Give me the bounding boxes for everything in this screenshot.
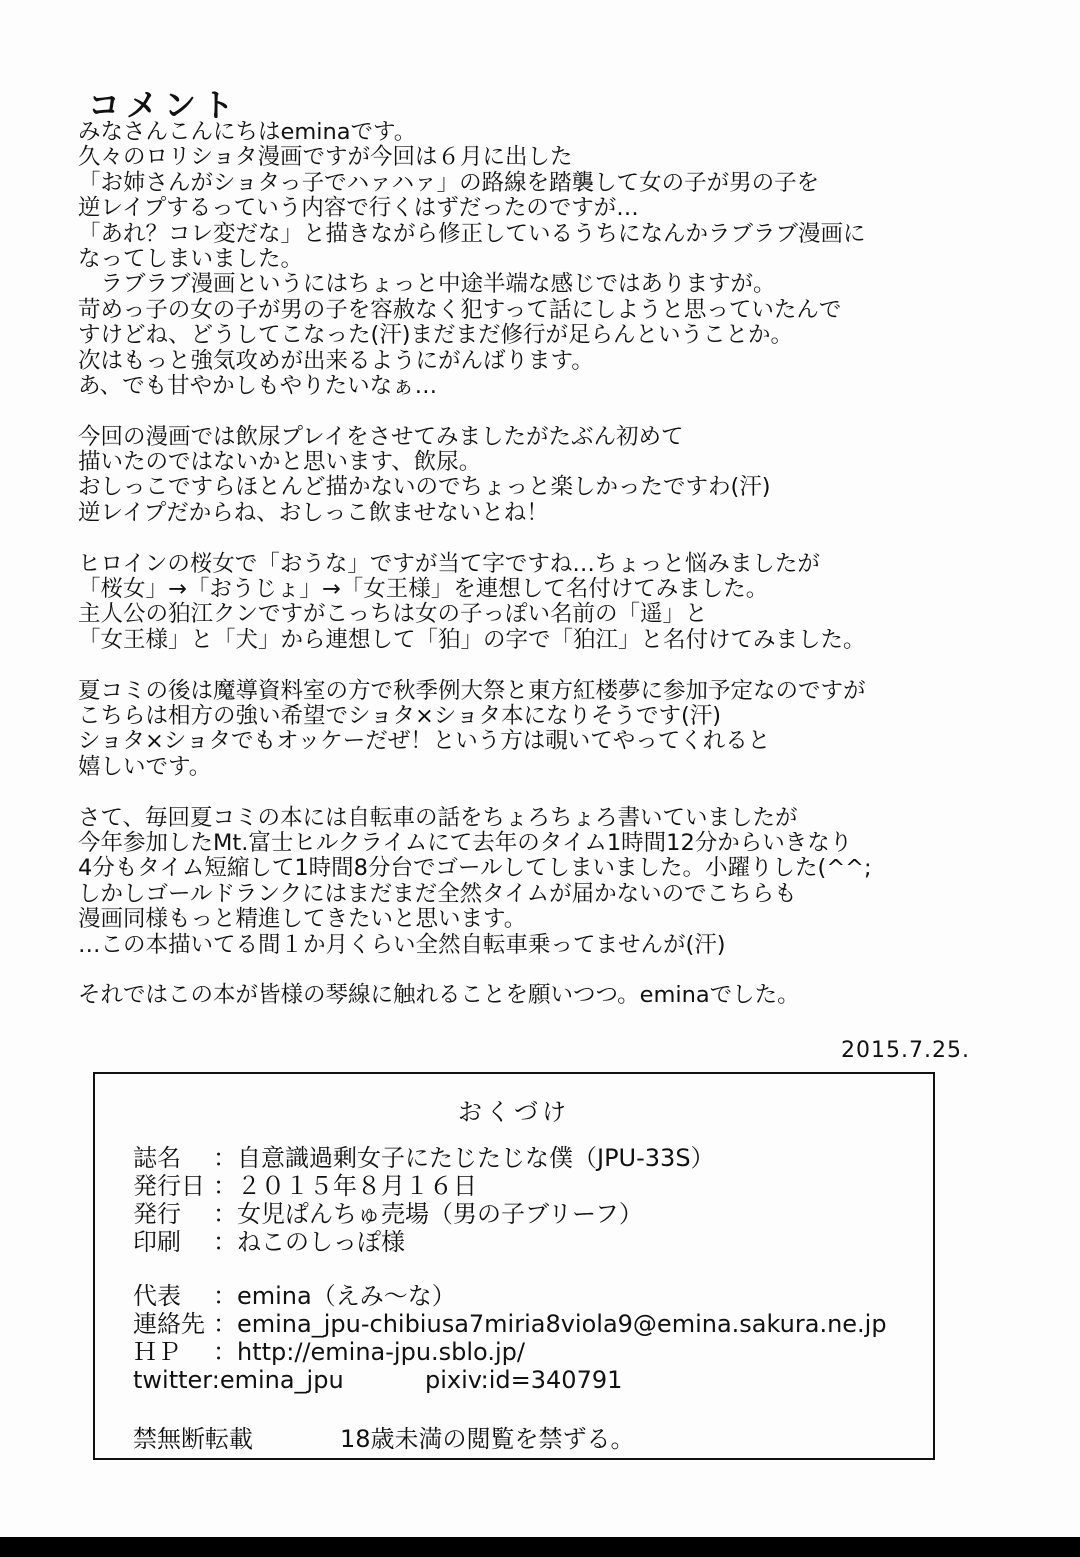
comment-line: なってしまいました。 <box>78 245 304 272</box>
colophon-row-contact <box>133 1310 887 1338</box>
comment-line: 夏コミの後は魔導資料室の方で秋季例大祭と東方紅楼夢に参加予定なのですが <box>78 677 866 704</box>
comment-line: 久々のロリショタ漫画ですが今回は６月に出した <box>78 144 573 171</box>
colophon-value: ：自意識過剰女子にたじたじな僕（JPU-33S） <box>213 1144 715 1172</box>
comment-line: 漫画同様もっと精進してきたいと思います。 <box>78 906 527 933</box>
comment-line: 今年参加したMt.富士ヒルクライムにて去年のタイム1時間12分からいきなり <box>78 829 853 856</box>
colophon-box <box>93 1072 935 1460</box>
comment-line: …この本描いてる間１か月くらい全然自転車乗ってませんが(汗) <box>78 931 726 958</box>
scan-edge <box>0 1537 1080 1557</box>
colophon-value: ：http://emina-jpu.sblo.jp/ <box>213 1338 525 1366</box>
comment-line: 「女王様」と「犬」から連想して「狛」の字で「狛江」と名付けてみました。 <box>78 626 866 653</box>
comment-line: ショタ×ショタでもオッケーだぜ！という方は覗いてやってくれると <box>78 728 771 755</box>
colophon-key: 印刷 <box>133 1228 181 1256</box>
colophon-row-representative <box>133 1282 456 1310</box>
comment-line: 逆レイプだからね、おしっこ飲ませないとね！ <box>78 499 549 526</box>
colophon-key: 連絡先 <box>133 1310 205 1338</box>
comment-line: 「あれ？コレ変だな」と描きながら修正しているうちになんかラブラブ漫画に <box>78 220 866 247</box>
colophon-key: 発行日 <box>133 1172 205 1200</box>
comment-line: すけどね、どうしてこなった(汗)まだまだ修行が足らんということか。 <box>78 322 794 349</box>
colophon-pixiv: pixiv:id=340791 <box>425 1366 623 1394</box>
comment-line: 「お姉さんがショタっ子でハァハァ」の路線を踏襲して女の子が男の子を <box>78 169 820 196</box>
colophon-notice-reprint: 禁無断転載 <box>133 1425 253 1453</box>
comment-blank-line <box>78 653 1038 678</box>
colophon-key: 代表 <box>133 1282 181 1310</box>
comment-date: 2015.7.25. <box>841 1038 970 1063</box>
colophon-value: ：emina_jpu-chibiusa7miria8viola9@emina.sakura.ne.jp <box>213 1310 887 1338</box>
colophon-value: ：女児ぱんちゅ売場（男の子ブリーフ） <box>213 1200 643 1228</box>
comment-blank-line <box>78 780 1038 805</box>
colophon-title: おくづけ <box>458 1098 570 1126</box>
comment-line: 次はもっと強気攻めが出来るようにがんばります。 <box>78 347 594 374</box>
comment-line: ラブラブ漫画というにはちょっと中途半端な感じではありますが。 <box>78 271 776 298</box>
colophon-twitter: twitter:emina_jpu <box>133 1366 344 1394</box>
comment-line: 4分もタイム短縮して1時間8分台でゴールしてしまいました。小躍りした(^^; <box>78 855 872 882</box>
comment-line: ヒロインの桜女で「おうな」ですが当て字ですね…ちょっと悩みましたが <box>78 550 820 577</box>
colophon-value: ：２０１５年８月１６日 <box>213 1172 477 1200</box>
colophon-value: ：ねこのしっぽ様 <box>213 1228 405 1256</box>
colophon-row-printer <box>133 1228 405 1256</box>
comment-body <box>78 120 1038 1009</box>
comment-line: みなさんこんにちはeminaです。 <box>78 119 417 145</box>
comment-blank-line <box>78 399 1038 424</box>
comment-line: それではこの本が皆様の琴線に触れることを願いつつ。eminaでした。 <box>78 982 800 1009</box>
comment-line: 苛めっ子の女の子が男の子を容赦なく犯すって話にしようと思っていたんで <box>78 296 842 323</box>
comment-line: 「桜女」→「おうじょ」→「女王様」を連想して名付けてみました。 <box>78 576 769 603</box>
comment-line: 今回の漫画では飲尿プレイをさせてみましたがたぶん初めて <box>78 423 684 450</box>
comment-title: コメント <box>88 86 241 124</box>
comment-line: おしっこですらほとんど描かないのでちょっと楽しかったですわ(汗) <box>78 474 771 501</box>
colophon-row-title <box>133 1144 715 1172</box>
comment-line: こちらは相方の強い希望でショタ×ショタ本になりそうです(汗) <box>78 702 722 729</box>
colophon-row-homepage <box>133 1338 525 1366</box>
comment-line: 主人公の狛江クンですがこっちは女の子っぽい名前の「遥」と <box>78 601 708 628</box>
comment-blank-line <box>78 526 1038 551</box>
comment-blank-line <box>78 958 1038 983</box>
comment-line: しかしゴールドランクにはまだまだ全然タイムが届かないのでこちらも <box>78 880 797 907</box>
colophon-value: ：emina（えみ～な） <box>213 1282 456 1310</box>
colophon-notice-age: 18歳未満の閲覧を禁ずる。 <box>340 1425 635 1453</box>
colophon-key: ＨＰ <box>133 1338 181 1366</box>
comment-line: 嬉しいです。 <box>78 753 212 780</box>
colophon-key: 誌名 <box>133 1144 181 1172</box>
comment-line: あ、でも甘やかしもやりたいなぁ… <box>78 372 438 399</box>
colophon-row-date <box>133 1172 477 1200</box>
colophon-row-publisher <box>133 1200 643 1228</box>
comment-line: 逆レイプするっていう内容で行くはずだったのですが… <box>78 195 639 222</box>
colophon-key: 発行 <box>133 1200 181 1228</box>
comment-line: さて、毎回夏コミの本には自転車の話をちょろちょろ書いていましたが <box>78 804 798 831</box>
colophon-row-social <box>133 1366 893 1394</box>
comment-line: 描いたのではないかと思います、飲尿。 <box>78 449 482 476</box>
